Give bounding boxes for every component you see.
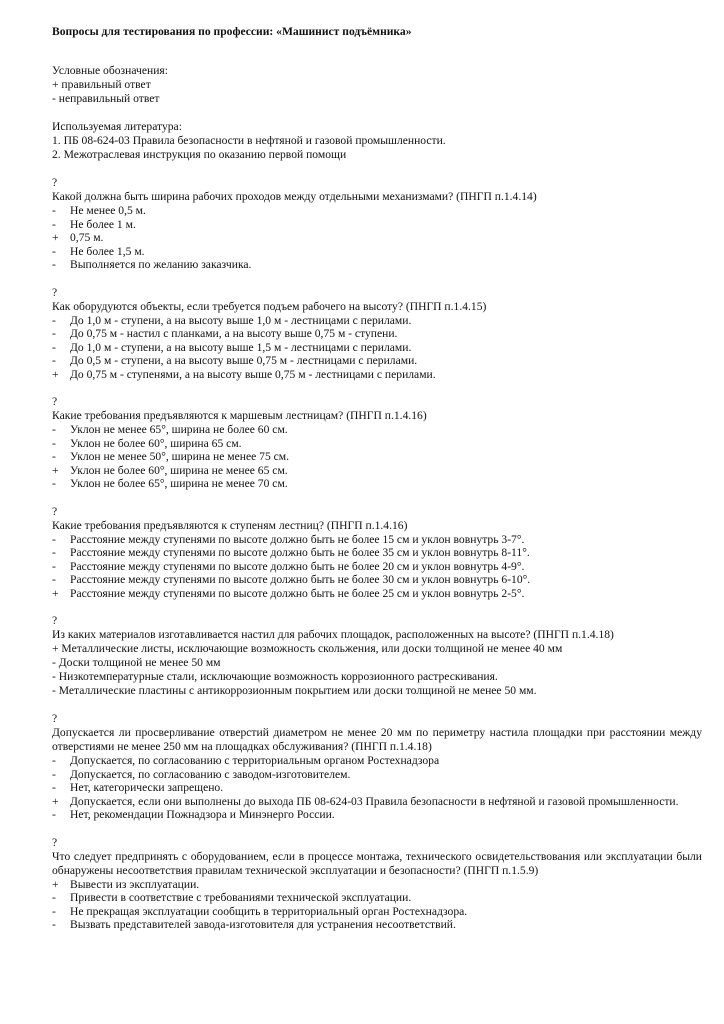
answer-option (52, 533, 702, 547)
answer-mark: - (52, 423, 56, 436)
answer-mark: - (52, 573, 56, 586)
literature-heading: Используемая литература: (52, 120, 182, 133)
answer-option: - Доски толщиной не менее 50 мм (52, 656, 221, 669)
answer-option (52, 546, 702, 560)
answer-option (52, 781, 702, 795)
answer-option (52, 258, 702, 272)
answer-text: Расстояние между ступенями по высоте должно быть не более 35 см и уклон вовнутрь 8-11°. (70, 546, 530, 559)
answer-mark: - (52, 436, 56, 450)
question-block (52, 836, 702, 932)
question-block (52, 712, 702, 822)
answer-option (52, 918, 702, 932)
answer-mark: + (52, 367, 59, 381)
answer-text: До 0,75 м - ступенями, а на высоту выше 0,75 м - лестницами с перилами. (70, 367, 436, 381)
answer-option (52, 423, 702, 437)
document-page (52, 25, 702, 946)
answer-mark: - (52, 532, 56, 546)
answer-mark: - (52, 767, 56, 781)
answer-option: - Металлические пластины с антикоррозионным покрытием или доски толщиной не менее 50 мм. (52, 684, 537, 697)
answer-text: До 1,0 м - ступени, а на высоту выше 1,0 м - лестницами с перилами. (70, 313, 412, 327)
question-text: Как оборудуются объекты, если требуется подъем рабочего на высоту? (ПНГП п.1.4.15) (52, 299, 487, 313)
answer-mark: - (52, 808, 56, 821)
answer-option (52, 878, 702, 892)
answer-option (52, 573, 702, 587)
legend-item-correct: + правильный ответ (52, 78, 151, 91)
answer-mark: + (52, 463, 59, 477)
answer-text: Уклон не более 60°, ширина 65 см. (70, 436, 242, 450)
question-block (52, 614, 702, 698)
question-block (52, 176, 702, 272)
answer-mark: - (52, 258, 56, 271)
question-text: Какие требования предъявляются к маршевым лестницам? (ПНГП п.1.4.16) (52, 409, 427, 422)
answer-option (52, 327, 702, 341)
answer-mark: - (52, 477, 56, 490)
legend-item-incorrect: - неправильный ответ (52, 92, 160, 105)
answer-mark: - (52, 559, 56, 573)
answer-option (52, 204, 702, 218)
answer-text: Уклон не менее 50°, ширина не менее 75 см. (70, 450, 290, 463)
answer-text: Не более 1,5 м. (70, 244, 145, 258)
answer-mark: - (52, 354, 56, 367)
question-text: Допускается ли просверливание отверстий диаметром не менее 20 мм по периметру настила площадки при расстоянии между отверстиями не менее 250 мм на площадках обслуживания? (ПНГП п.1.4.18) (52, 726, 702, 753)
answer-option (52, 314, 702, 328)
answer-text: До 0,5 м - ступени, а на высоту выше 0,75 м - лестницами с перилами. (70, 354, 418, 367)
answer-option (52, 560, 702, 574)
answer-text: Вывести из эксплуатации. (70, 877, 200, 891)
legend-block (52, 64, 702, 106)
answer-text: Уклон не более 65°, ширина не менее 70 см. (70, 477, 288, 490)
answer-text: Не прекращая эксплуатации сообщить в территориальный орган Ростехнадзора. (70, 904, 468, 918)
answer-mark: + (52, 877, 59, 891)
answer-option (52, 768, 702, 782)
document-title: Вопросы для тестирования по профессии: «Машинист подъёмника» (52, 25, 412, 38)
answer-mark: - (52, 204, 56, 217)
answer-mark: + (52, 586, 59, 600)
answer-mark: - (52, 327, 56, 340)
answer-option (52, 245, 702, 259)
answer-mark: + (52, 231, 59, 244)
answer-mark: - (52, 340, 56, 354)
answer-mark: - (52, 918, 56, 931)
answer-mark: - (52, 244, 56, 258)
question-block (52, 505, 702, 601)
answer-mark: - (52, 546, 56, 559)
answer-option (52, 795, 702, 809)
answer-text: Допускается, по согласованию с заводом-изготовителем. (70, 767, 351, 781)
answer-text: Выполняется по желанию заказчика. (70, 258, 252, 271)
answer-text: Не менее 0,5 м. (70, 204, 146, 217)
answer-option (52, 464, 702, 478)
question-text: Какие требования предъявляются к ступеням лестниц? (ПНГП п.1.4.16) (52, 518, 408, 532)
question-marker: ? (52, 395, 58, 408)
answer-text: Расстояние между ступенями по высоте должно быть не более 30 см и уклон вовнутрь 6-10°. (70, 573, 531, 586)
literature-item: 1. ПБ 08-624-03 Правила безопасности в нефтяной и газовой промышленности. (52, 134, 446, 147)
answer-option (52, 905, 702, 919)
answer-option (52, 368, 702, 382)
question-marker: ? (52, 614, 58, 627)
answer-mark: - (52, 754, 56, 767)
question-marker: ? (52, 504, 58, 518)
answer-option (52, 341, 702, 355)
answer-mark: - (52, 891, 56, 904)
answer-mark: - (52, 904, 56, 918)
answer-text: Расстояние между ступенями по высоте должно быть не более 15 см и уклон вовнутрь 3-7°. (70, 532, 525, 546)
answer-text: Привести в соответствие с требованиями технической эксплуатации. (70, 891, 412, 904)
answer-text: Уклон не более 60°, ширина не менее 65 см. (70, 463, 288, 477)
answer-option (52, 477, 702, 491)
answer-option (52, 808, 702, 822)
answer-mark: - (52, 450, 56, 463)
answer-text: Вызвать представителей завода-изготовителя для устранения несоответствий. (70, 918, 456, 931)
question-marker: ? (52, 285, 58, 299)
answer-option: - Низкотемпературные стали, исключающие возможность коррозионного растрескивания. (52, 670, 498, 683)
answer-text: До 0,75 м - настил с планками, а на высоту выше 0,75 м - ступени. (70, 327, 398, 340)
question-marker: ? (52, 712, 58, 725)
answer-text: Допускается, по согласованию с территориальным органом Ростехнадзора (70, 754, 440, 767)
answer-option (52, 754, 702, 768)
question-block (52, 286, 702, 382)
literature-item: 2. Межотраслевая инструкция по оказанию первой помощи (52, 148, 347, 161)
answer-mark: - (52, 781, 56, 794)
answer-option (52, 450, 702, 464)
answer-text: Расстояние между ступенями по высоте должно быть не более 20 см и уклон вовнутрь 4-9°. (70, 559, 525, 573)
answer-text: Допускается, если они выполнены до выхода ПБ 08-624-03 Правила безопасности в нефтяной и газовой промышленности. (70, 794, 679, 808)
answer-text: Расстояние между ступенями по высоте должно быть не более 25 см и уклон вовнутрь 2-5°. (70, 586, 525, 600)
question-text: Из каких материалов изготавливается настил для рабочих площадок, расположенных на высоте? (ПНГП п.1.4.18) (52, 628, 614, 641)
answer-option: + Металлические листы, исключающие возможность скольжения, или доски толщиной не менее 40 мм (52, 642, 563, 655)
answer-option (52, 218, 702, 232)
question-text: Что следует предпринять с оборудованием, если в процессе монтажа, технического освидетельствования или эксплуатации были обнаружены несоответствия правилам технической эксплуатации и безопасности? (ПНГП п.1.5.9) (52, 849, 702, 877)
legend-heading: Условные обозначения: (52, 64, 168, 77)
question-marker: ? (52, 176, 58, 189)
answer-option (52, 587, 702, 601)
answer-text: 0,75 м. (70, 231, 104, 244)
answer-text: Не более 1 м. (70, 217, 136, 231)
literature-block (52, 120, 702, 162)
answer-text: До 1,0 м - ступени, а на высоту выше 1,5 м - лестницами с перилами. (70, 340, 412, 354)
question-marker: ? (52, 835, 58, 849)
answer-option (52, 437, 702, 451)
answer-option (52, 891, 702, 905)
answer-mark: - (52, 217, 56, 231)
question-block (52, 395, 702, 491)
answer-option (52, 231, 702, 245)
question-text: Какой должна быть ширина рабочих проходов между отдельными механизмами? (ПНГП п.1.4.14) (52, 190, 537, 203)
answer-option (52, 354, 702, 368)
answer-mark: - (52, 313, 56, 327)
answer-mark: + (52, 794, 59, 808)
answer-text: Нет, рекомендации Пожнадзора и Минэнерго России. (70, 808, 335, 821)
answer-text: Нет, категорически запрещено. (70, 781, 224, 794)
answer-text: Уклон не менее 65°, ширина не более 60 см. (70, 423, 288, 436)
